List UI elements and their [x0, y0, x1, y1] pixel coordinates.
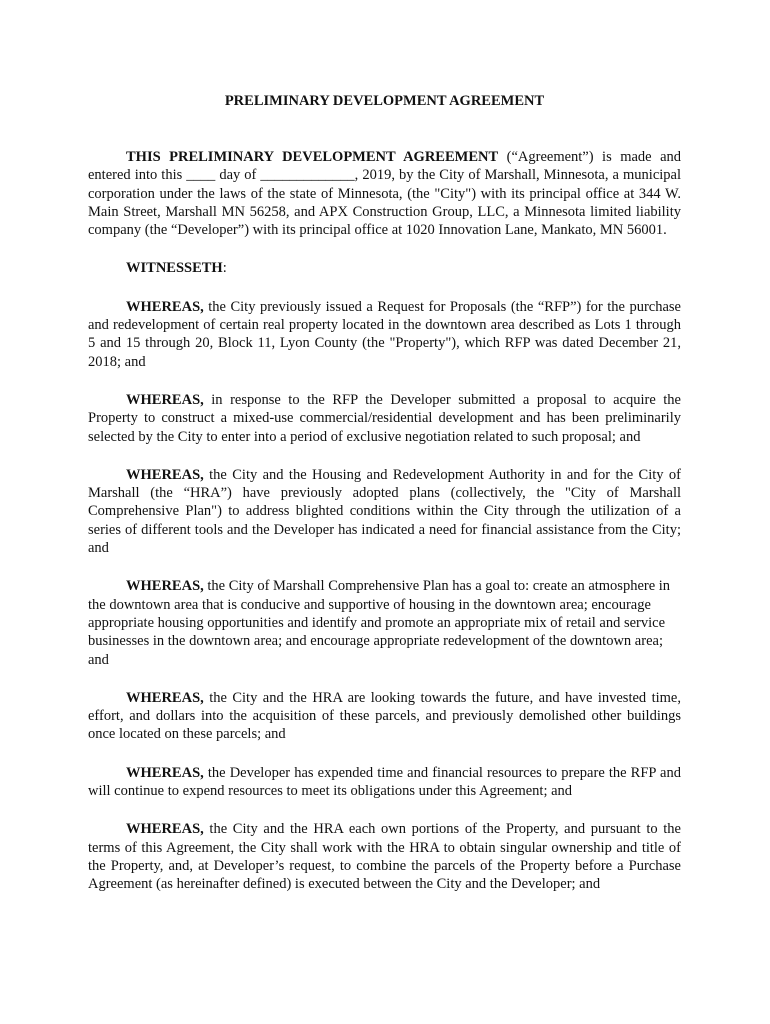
recital-text: the City and the HRA each own portions of the Property, and pursuant to the terms of this Agreement, the City shall work with the HRA to obtain singular ownership and title of the Property, and, at Developer’s request, to combine the parcels of the Property before a Purchase Agreement (as hereinafter defined) is executed between the City and the Developer; and [88, 821, 681, 893]
recital-lead: WHEREAS, [126, 689, 204, 706]
recital-text: the City and the HRA are looking towards the future, and have invested time, effort, and dollars into the acquisition of these parcels, and previously demolished other buildings once located on these parcels; and [88, 689, 681, 743]
recital-paragraph [88, 391, 681, 446]
witnesseth-suffix: : [222, 260, 227, 277]
recital-lead: WHEREAS, [126, 764, 204, 781]
recital-lead: WHEREAS, [126, 578, 204, 595]
document-page [88, 92, 681, 914]
recital-text: the Developer has expended time and financial resources to prepare the RFP and will continue to expend resources to meet its obligations under this Agreement; and [88, 764, 681, 800]
recital-paragraph [88, 764, 681, 801]
recital-text: the City previously issued a Request for Proposals (the “RFP”) for the purchase and redevelopment of certain real property located in the downtown area described as Lots 1 through 5 and 15 through 20, Block 11, Lyon County (the "Property"), which RFP was dated December 21, 2018; and [88, 298, 681, 370]
recital-text: the City of Marshall Comprehensive Plan has a goal to: create an atmosphere in the downtown area that is conducive and supportive of housing in the downtown area; encourage appropriate housing opportunities and identify and promote an appropriate mix of retail and service businesses in the downtown area; and encourage appropriate redevelopment of the downtown area; and [88, 578, 671, 668]
recital-lead: WHEREAS, [126, 298, 204, 315]
intro-text: (“Agreement”) is made and entered into this ____ day of _____________, 2019, by the City of Marshall, Minnesota, a municipal corporation under the laws of the state of Minnesota, (the "City") with its principal office at 344 W. Main Street, Marshall MN 56258, and APX Construction Group, LLC, a Minnesota limited liability company (the “Developer”) with its principal office at 1020 Innovation Lane, Mankato, MN 56001. [88, 149, 681, 239]
recital-paragraph [88, 689, 681, 744]
intro-paragraph [88, 148, 681, 239]
recital-paragraph [88, 466, 681, 557]
recital-lead: WHEREAS, [126, 466, 204, 483]
witnesseth-heading [88, 259, 681, 277]
witnesseth-lead: WITNESSETH [126, 260, 223, 277]
recital-paragraph [88, 820, 681, 893]
document-title: PRELIMINARY DEVELOPMENT AGREEMENT [224, 93, 545, 109]
recital-lead: WHEREAS, [126, 821, 204, 838]
recital-text: the City and the Housing and Redevelopment Authority in and for the City of Marshall (the “HRA”) have previously adopted plans (collectively, the "City of Marshall Comprehensive Plan") to address blighted conditions within the City through the utilization of a series of different tools and the Developer has indicated a need for financial assistance from the City; and [88, 466, 681, 557]
recital-paragraph [88, 577, 681, 668]
intro-lead: THIS PRELIMINARY DEVELOPMENT AGREEMENT [126, 149, 499, 165]
recital-text: in response to the RFP the Developer submitted a proposal to acquire the Property to construct a mixed-use commercial/residential development and has been preliminarily selected by the City to enter into a period of exclusive negotiation related to such proposal; and [88, 391, 681, 445]
recital-paragraph [88, 298, 681, 371]
recital-lead: WHEREAS, [126, 391, 204, 408]
